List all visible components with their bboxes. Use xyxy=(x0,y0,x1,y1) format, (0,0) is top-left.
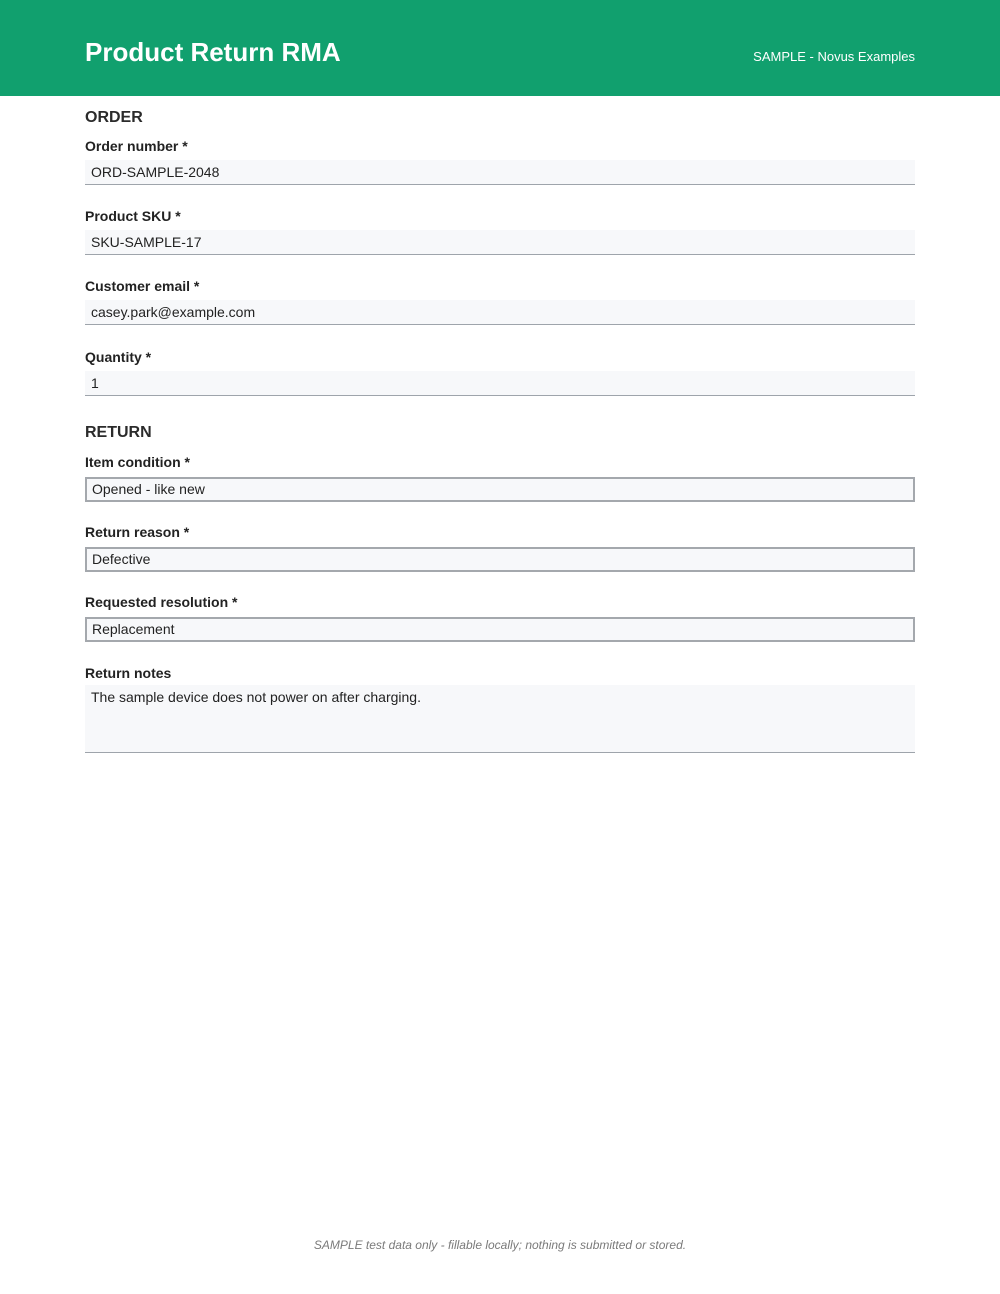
requested-resolution-label: Requested resolution * xyxy=(85,594,238,610)
requested-resolution-select[interactable]: Replacement xyxy=(85,617,915,642)
return-notes-textarea[interactable]: The sample device does not power on after charging. xyxy=(85,685,915,753)
return-reason-select[interactable]: Defective xyxy=(85,547,915,572)
return-notes-label: Return notes xyxy=(85,665,172,681)
order-number-label: Order number * xyxy=(85,138,188,154)
header-bar xyxy=(0,0,1000,96)
item-condition-label: Item condition * xyxy=(85,454,190,470)
form-subtitle: SAMPLE - Novus Examples xyxy=(753,49,915,64)
customer-email-field[interactable]: casey.park@example.com xyxy=(85,300,915,325)
section-title-return: RETURN xyxy=(85,424,152,441)
order-number-field[interactable]: ORD-SAMPLE-2048 xyxy=(85,160,915,185)
quantity-field[interactable]: 1 xyxy=(85,371,915,396)
footer-note: SAMPLE test data only - fillable locally; nothing is submitted or stored. xyxy=(313,1238,687,1252)
section-title-order: ORDER xyxy=(85,109,143,126)
quantity-label: Quantity * xyxy=(85,349,152,365)
customer-email-label: Customer email * xyxy=(85,278,200,294)
form-title: Product Return RMA xyxy=(85,37,341,67)
product-sku-field[interactable]: SKU-SAMPLE-17 xyxy=(85,230,915,255)
item-condition-select[interactable]: Opened - like new xyxy=(85,477,915,502)
return-reason-label: Return reason * xyxy=(85,524,190,540)
product-sku-label: Product SKU * xyxy=(85,208,181,224)
